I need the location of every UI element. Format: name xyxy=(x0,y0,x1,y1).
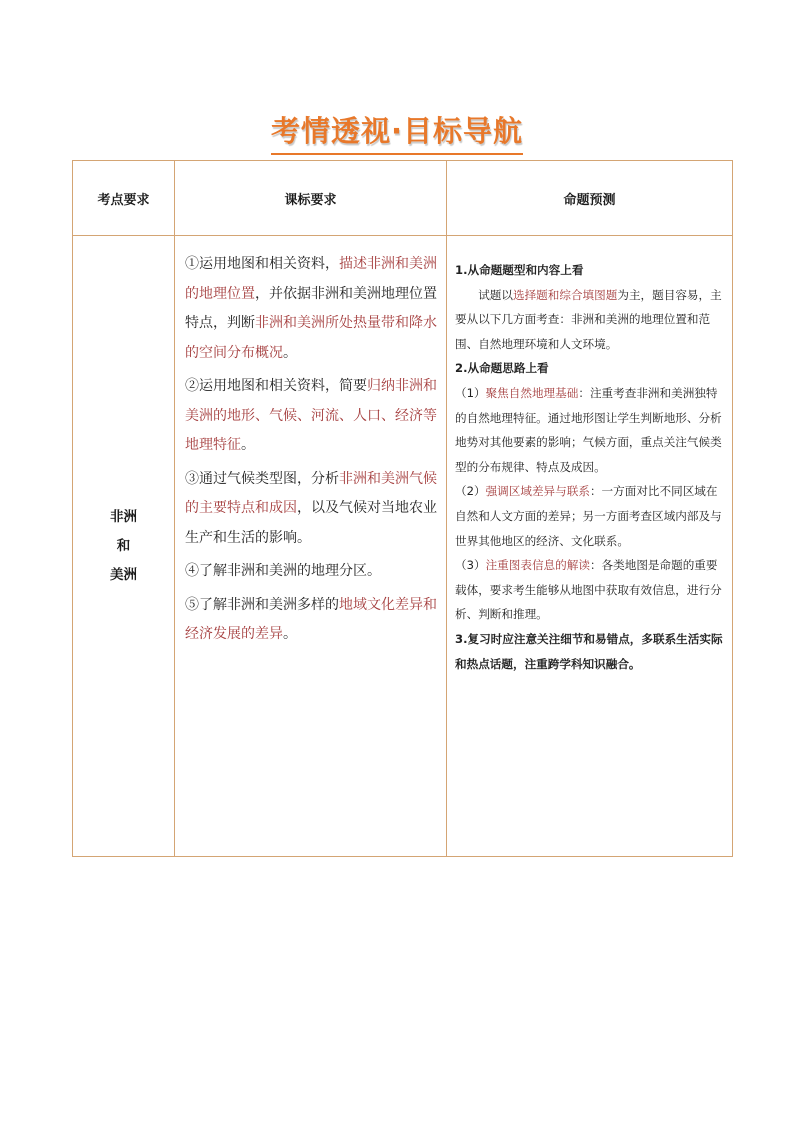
prediction-highlight: 选择题和综合填图题 xyxy=(512,287,618,302)
header-row xyxy=(73,161,733,236)
prediction-highlight: 注重图表信息的解读 xyxy=(485,558,590,573)
standard-highlight: 非洲和美洲所处热量带和降水的空间分布概况 xyxy=(185,315,437,361)
requirements-table xyxy=(72,160,733,857)
prediction-cell xyxy=(447,236,733,857)
standard-text: ②运用地图和相关资料，简要 xyxy=(185,378,367,394)
standard-text: 。 xyxy=(283,344,297,361)
prediction-paragraph xyxy=(455,479,726,553)
standard-text: ③通过气候类型图，分析 xyxy=(185,470,339,487)
prediction-text: 1.从命题题型和内容上看 xyxy=(455,263,584,277)
topic-line: 非洲 xyxy=(110,508,137,525)
header-cell-topic: 考点要求 xyxy=(73,161,175,236)
topic-cell xyxy=(73,236,175,857)
prediction-paragraph xyxy=(455,283,726,357)
content-row xyxy=(73,236,733,857)
prediction-text: ：一方面对比不同区域在自然和人文方面的差异；另一方面考查区域内部及与世界其他地区的经济、文化联系。 xyxy=(455,484,722,548)
prediction-text: ：注重考查非洲和美洲独特的自然地理特征。通过地形图让学生判断地形、分析地势对其他要素的影响；气候方面，重点关注气候类型的分布规律、特点及成因。 xyxy=(455,385,722,474)
standard-highlight: 描述非洲和美洲的地理位置 xyxy=(185,256,437,302)
standard-text: 。 xyxy=(241,437,255,453)
prediction-heading xyxy=(455,356,726,381)
prediction-paragraph xyxy=(455,553,726,627)
page-title: 考情透视·目标导航 xyxy=(271,112,523,155)
prediction-highlight: 聚焦自然地理基础 xyxy=(485,385,579,400)
prediction-text: 2.从命题思路上看 xyxy=(455,361,549,376)
standard-item xyxy=(185,465,438,554)
standard-item xyxy=(185,557,438,587)
topic-line: 美洲 xyxy=(110,566,137,583)
prediction-heading xyxy=(455,258,726,283)
standard-item xyxy=(185,591,438,650)
standard-item xyxy=(185,250,438,368)
standard-highlight: 非洲和美洲气候的主要特点和成因 xyxy=(185,470,437,516)
standard-text: ④了解非洲和美洲的地理分区。 xyxy=(185,563,381,579)
prediction-text: （1） xyxy=(455,385,486,400)
prediction-text: 3.复习时应注意关注细节和易错点，多联系生活实际和热点话题，注重跨学科知识融合。 xyxy=(455,631,723,671)
standard-item xyxy=(185,372,438,461)
prediction-heading xyxy=(455,627,726,676)
prediction-text: （2） xyxy=(455,484,486,499)
prediction-text: 为主，题目容易，主要从以下几方面考查：非洲和美洲的地理位置和范围、自然地理环境和人文环境。 xyxy=(455,287,722,351)
header-cell-prediction: 命题预测 xyxy=(447,161,733,236)
standard-highlight: 归纳非洲和美洲的地形、气候、河流、人口、经济等地理特征 xyxy=(185,378,437,453)
title-wrap xyxy=(0,112,794,155)
prediction-text: （3） xyxy=(455,558,486,573)
prediction-text: 试题以 xyxy=(478,287,513,302)
standard-text: ⑤了解非洲和美洲多样的 xyxy=(185,596,339,613)
standard-text: ，以及气候对当地农业生产和生活的影响。 xyxy=(185,500,437,546)
prediction-paragraph xyxy=(455,381,726,479)
prediction-highlight: 强调区域差异与联系 xyxy=(485,484,590,499)
standards-cell xyxy=(175,236,447,857)
standard-text: 。 xyxy=(283,626,297,642)
header-cell-standards: 课标要求 xyxy=(175,161,447,236)
prediction-text: ：各类地图是命题的重要载体，要求考生能够从地图中获取有效信息，进行分析、判断和推理。 xyxy=(455,558,722,622)
standard-highlight: 地域文化差异和经济发展的差异 xyxy=(185,596,437,642)
topic-line: 和 xyxy=(116,537,131,554)
standard-text: ，并依据非洲和美洲地理位置特点，判断 xyxy=(185,285,437,331)
standard-text: ①运用地图和相关资料， xyxy=(185,256,339,272)
